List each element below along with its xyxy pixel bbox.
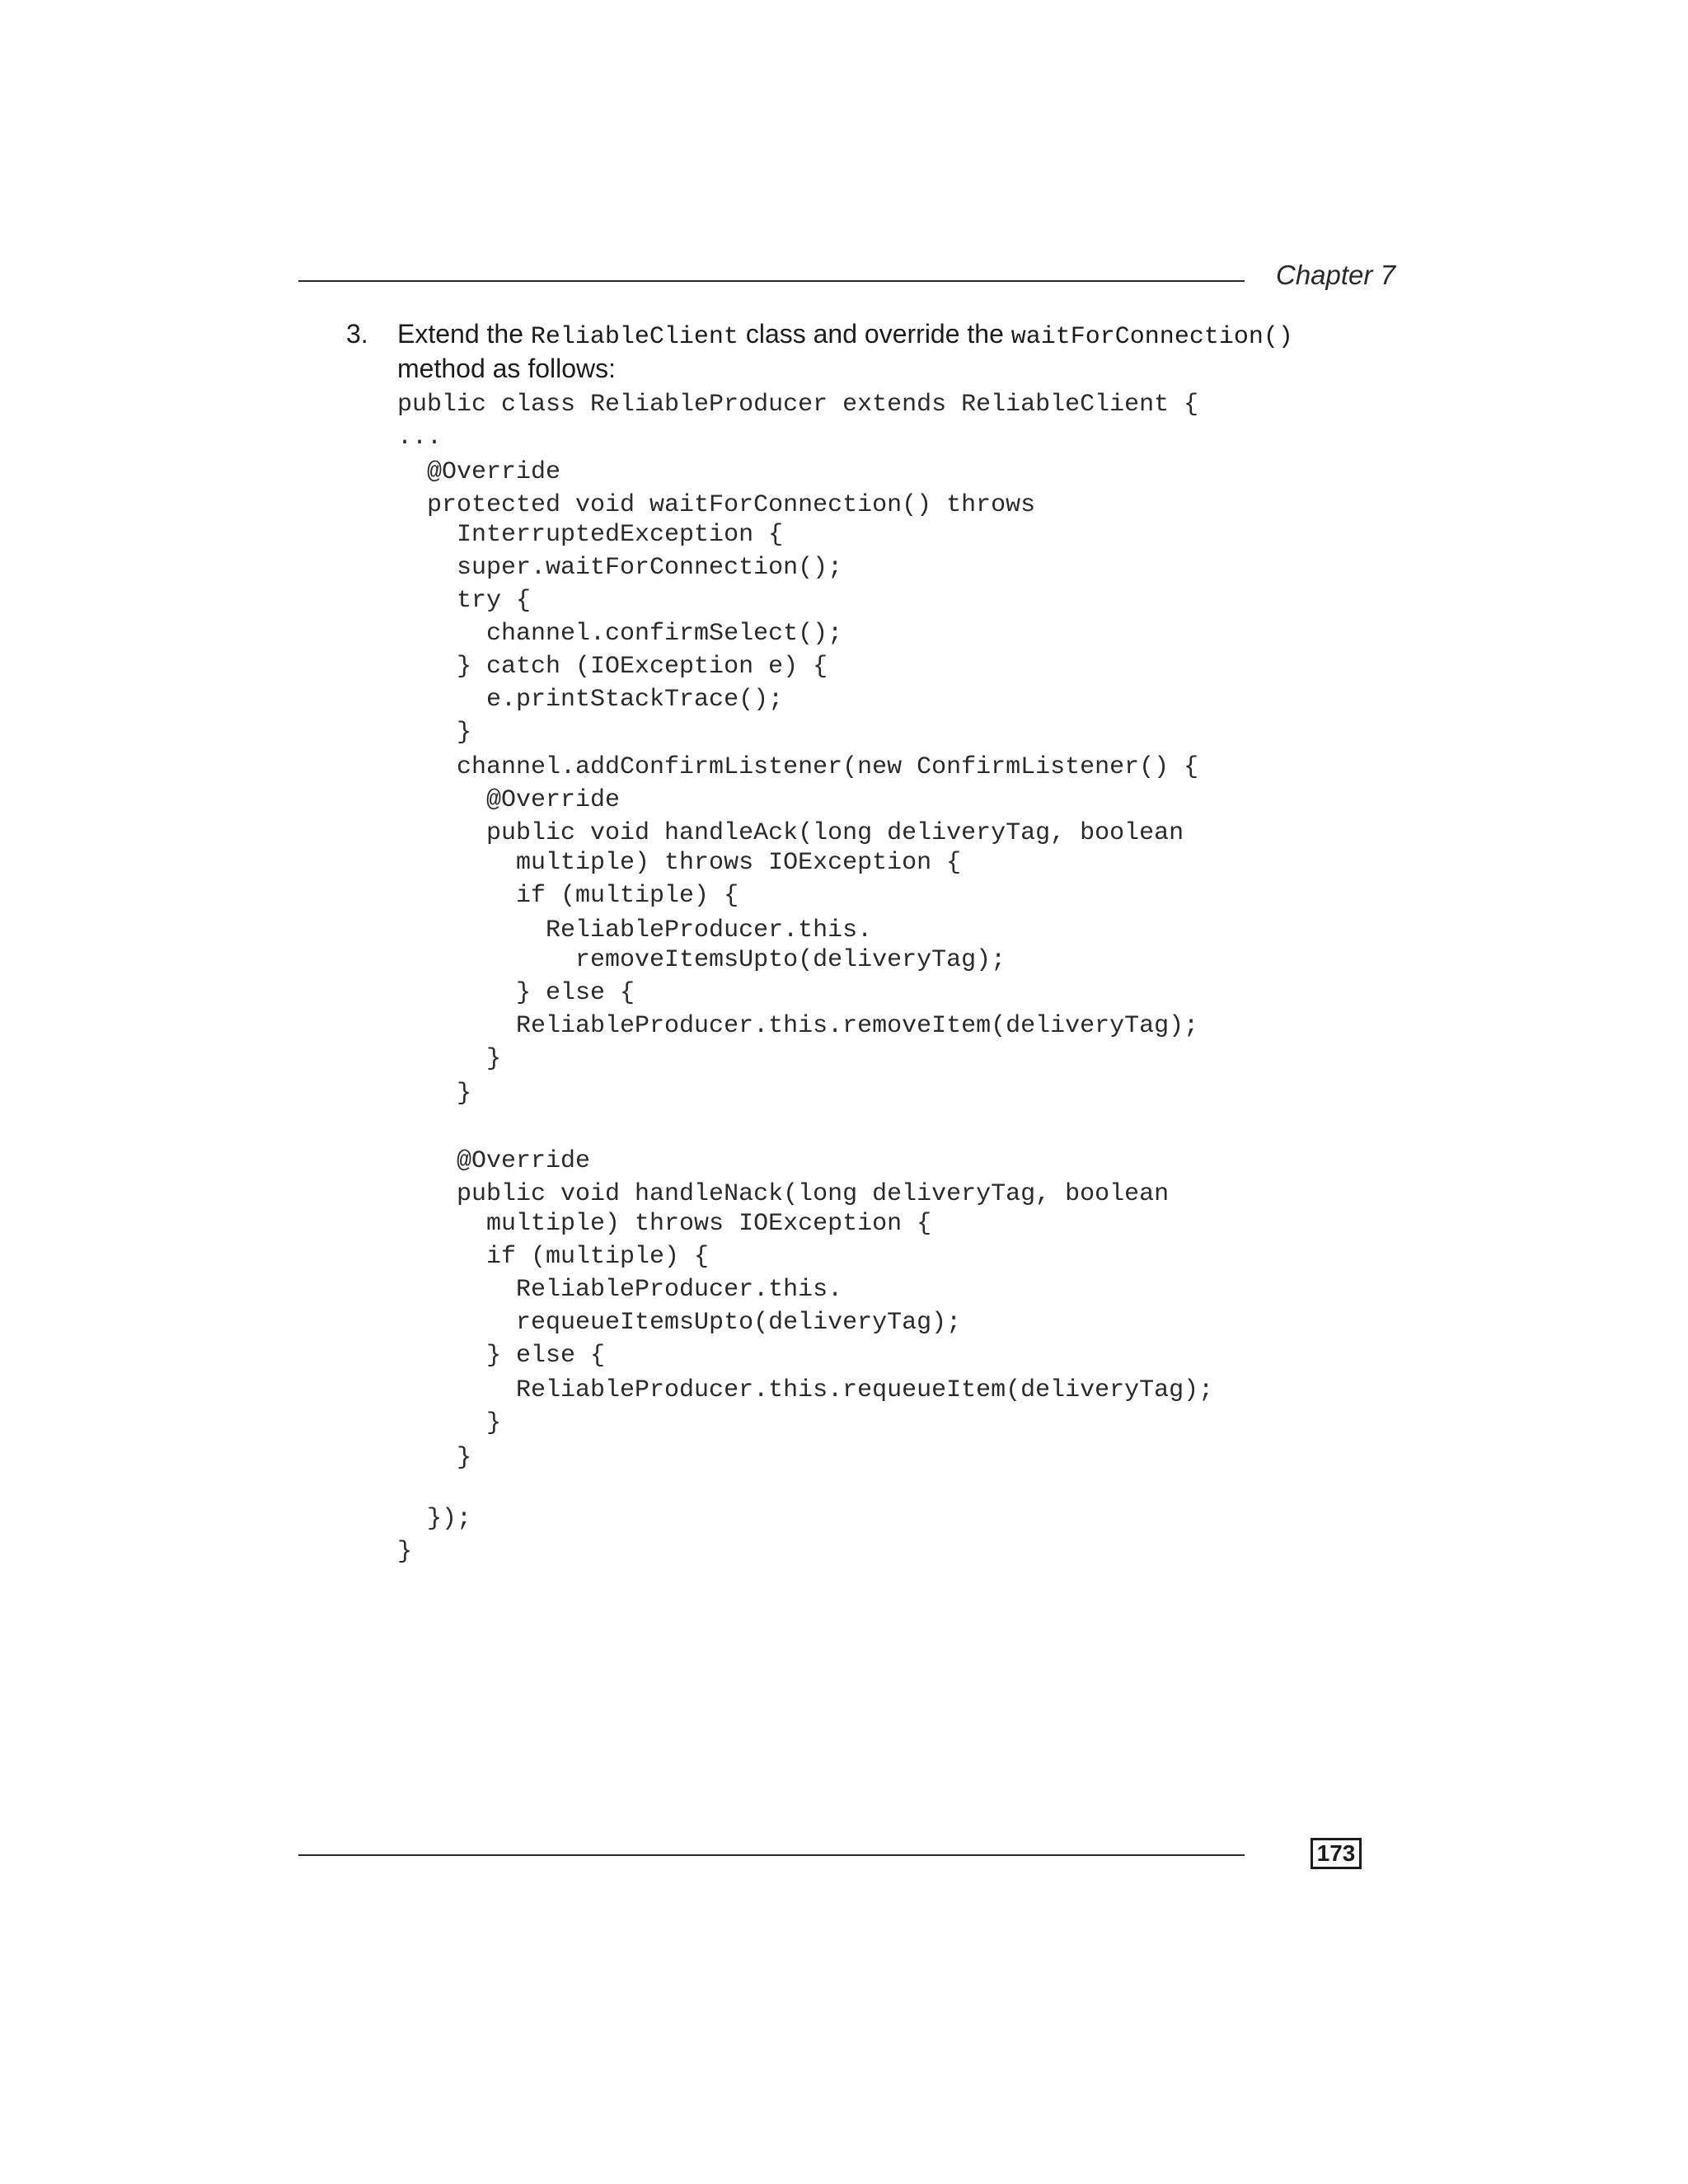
class-name-code: ReliableClient — [530, 323, 738, 351]
code-line: ReliableProducer.this. — [397, 916, 873, 944]
code-line: ReliableProducer.this. — [397, 1276, 843, 1304]
code-line: try { — [397, 587, 532, 615]
code-line: } else { — [397, 979, 635, 1007]
code-line: } else { — [397, 1342, 606, 1370]
code-line: } catch (IOException e) { — [397, 653, 828, 681]
step-text-part-2: class and override the — [738, 319, 1011, 349]
code-line: channel.addConfirmListener(new ConfirmListener() { — [397, 753, 1199, 781]
footer-rule — [298, 1854, 1245, 1856]
code-line: multiple) throws IOException { — [397, 1210, 932, 1238]
step-text-part-3: method as follows: — [397, 354, 617, 383]
chapter-label: Chapter 7 — [1276, 260, 1395, 290]
code-line: ... — [397, 424, 443, 452]
code-line: channel.confirmSelect(); — [397, 620, 843, 648]
code-line: removeItemsUpto(deliveryTag); — [397, 946, 1006, 974]
code-line: requeueItemsUpto(deliveryTag); — [397, 1309, 962, 1337]
code-line: } — [397, 1080, 472, 1108]
code-line: InterruptedException { — [397, 521, 784, 549]
code-line: } — [397, 719, 472, 747]
code-line: protected void waitForConnection() throws — [397, 491, 1036, 519]
page-number-box: 173 — [1311, 1838, 1362, 1869]
code-line: @Override — [397, 458, 561, 486]
step-text-part-1: Extend the — [397, 319, 531, 349]
code-line: e.printStackTrace(); — [397, 686, 784, 714]
code-line: public class ReliableProducer extends ReliableClient { — [397, 391, 1199, 419]
code-line: } — [397, 1538, 413, 1566]
code-line: @Override — [397, 1147, 591, 1175]
code-block — [397, 0, 1304, 1648]
code-line: public void handleAck(long deliveryTag, boolean — [397, 819, 1184, 847]
code-line: }); — [397, 1505, 472, 1533]
code-line: public void handleNack(long deliveryTag, boolean — [397, 1180, 1170, 1208]
code-line: multiple) throws IOException { — [397, 849, 962, 877]
code-line: } — [397, 1045, 502, 1073]
code-line: if (multiple) { — [397, 882, 739, 910]
code-line: ReliableProducer.this.removeItem(deliveryTag); — [397, 1012, 1199, 1040]
code-line: } — [397, 1444, 472, 1472]
method-name-code: waitForConnection() — [1010, 323, 1293, 351]
code-line: if (multiple) { — [397, 1243, 710, 1271]
code-line: } — [397, 1409, 502, 1437]
step-number: 3. — [346, 319, 368, 349]
code-line: @Override — [397, 786, 621, 814]
code-line: super.waitForConnection(); — [397, 554, 843, 582]
code-line: ReliableProducer.this.requeueItem(deliveryTag); — [397, 1376, 1214, 1404]
